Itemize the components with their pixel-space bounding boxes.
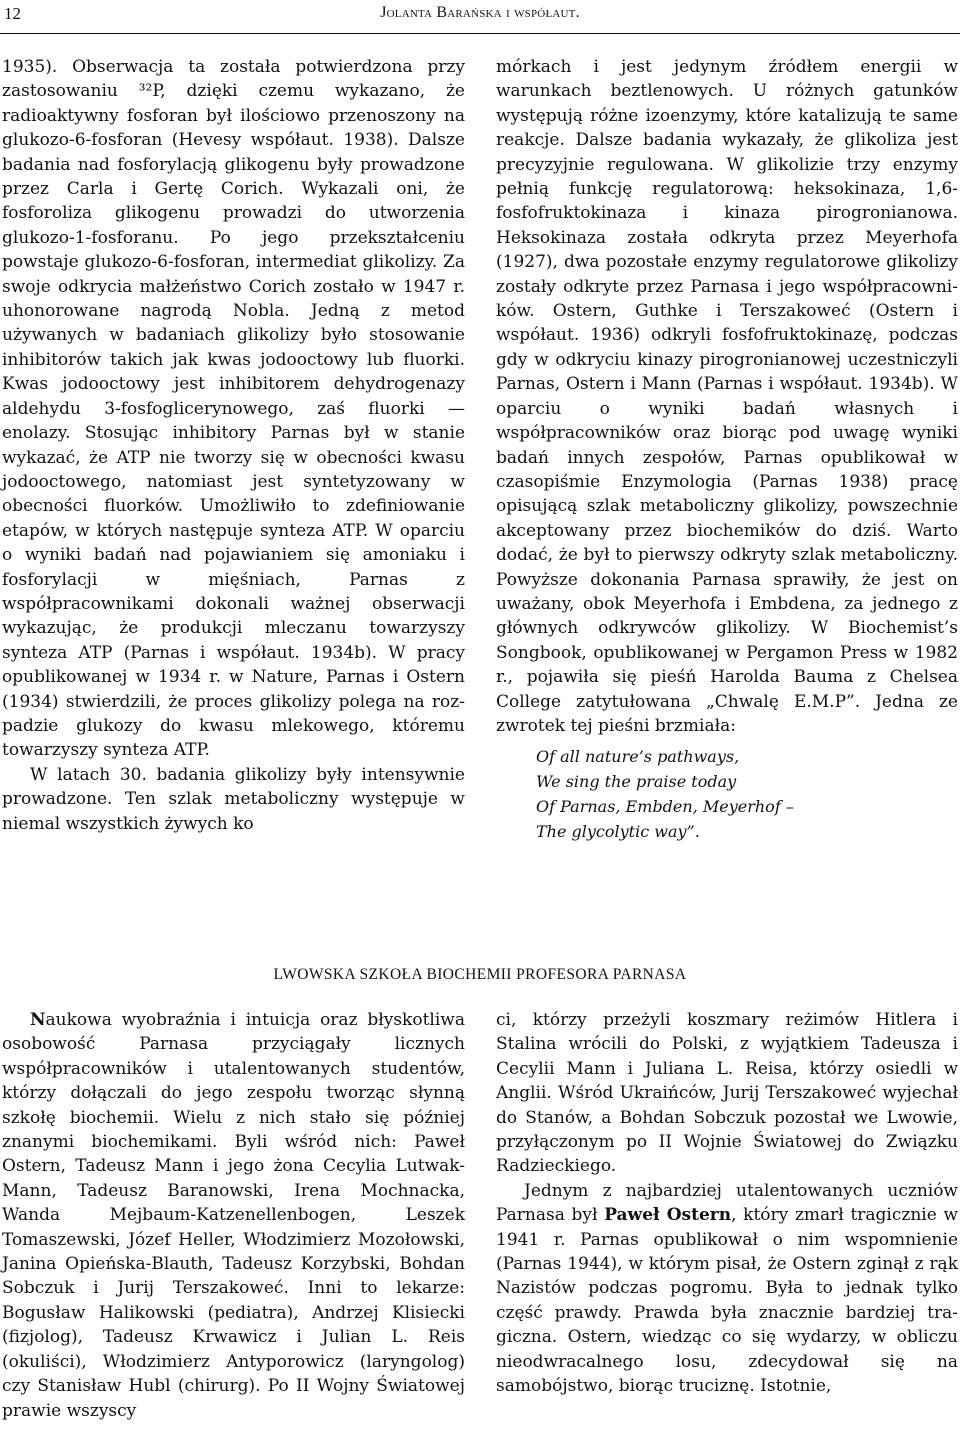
poem-line: Of all nature’s pathways, bbox=[536, 747, 740, 767]
poem-line: Of Parnas, Embden, Meyerhof – bbox=[536, 797, 794, 817]
paragraph-text: , który zmarł tragicznie w 1941 r. Parnas opublikował o nim wspomnienie (Parnas 1944), w którym pisał, że Ostern zginął z rąk Nazistów podczas pogromu. Była to jednak tylko część prawdy. Prawda była znacznie bardziej tragiczna. Ostern, wiedząc co się wydarzy, w obliczu nieodwracalnego losu, zdecydował się na samobójstwo, biorąc truciznę. Istotnie, bbox=[496, 1205, 959, 1397]
paragraph: mórkach i jest jedynym źródłem energii w warunkach beztlenowych. U różnych gatunków występują różne izoenzymy, które katalizują te same reakcje. Dalsze badania wykazały, że glikoliza jest precyzyjnie regulowana. W glikolizie trzy enzymy pełnią funkcję regulatorową: heksokinaza, 1,6-fosfofruktokinaza i kinaza pirogronianowa. Heksokinaza została odkryta przez Meyerhofa (1927), dwa pozostałe enzymy regulatorowe glikolizy zostały odkryte przez Parnasa i jego współpracowników. Ostern, Guthke i Terszakoweć (Ostern i współaut. 1936) odkryli fosfofruktokinazę, podczas gdy w odkryciu kinazy pirogronianowej uczestniczyli Parnas, Ostern i Mann (Parnas i współaut. 1934b). W oparciu o wyniki badań własnych i współpracowników oraz biorąc pod uwagę wyniki badań innych zespołów, Parnas opublikował w czasopiśmie Enzymologia (Parnas 1938) pracę opisującą szlak metaboliczny glikolizy, powszechnie akceptowany przez biochemików do dziś. Warto dodać, że był to pierwszy odkryty szlak metaboliczny. Powyższe dokonania Parnasa sprawiły, że jest on uważany, obok Meyerhofa i Embdena, za jednego z głównych odkrywców glikolizy. W Biochemist’s Songbook, opublikowanej w Pergamon Press w 1982 r., pojawiła się pieśń Harolda Bauma z Chelsea College zatytułowana „Chwalę E.M.P”. Jedna ze zwrotek tej pieśni brzmiała: bbox=[496, 57, 958, 736]
column-top-left bbox=[2, 55, 465, 836]
paragraph-text: aukowa wyobraźnia i intuicja oraz błyskotliwa osobowość Parnasa przyciągały licznych współpracowników i utalentowanych studentów, którzy dołączali do jego zespołu tworząc słynną szkołę biochemii. Wielu z nich stało się później znanymi biochemikami. Byli wśród nich: Paweł Ostern, Tadeusz Mann i jego żona Cecylia Lutwak-Mann, Tadeusz Baranowski, Irena Mochnacka, Wanda Mejbaum-Katzenellenbogen, Leszek Tomaszewski, Józef Heller, Włodzimierz Mozołowski, Janina Opieńska-Blauth, Tadeusz Korzybski, Bohdan Sobczuk i Jurij Terszakoweć. Inni to lekarze: Bogusław Halikowski (pediatra), Andrzej Klisiecki (fizjolog), Tadeusz Krwawicz i Julian L. Reis (okuliści), Włodzimierz Antyporowicz (laryngolog) czy Stanisław Hubl (chirurg). Po II Wojny Światowej prawie wszyscy bbox=[2, 1010, 465, 1421]
paragraph: 1935). Obserwacja ta została potwierdzona przy zastosowaniu ³²P, dzięki czemu wykazano, że radioaktywny fosforan był ilościowo przenoszony na glukozo-6-fosforan (Hevesy współaut. 1938). Dalsze badania nad fosforylacją glikogenu były prowadzone przez Carla i Gertę Corich. Wykazali oni, że fosforoliza glikogenu prowadzi do utworzenia glukozo-1-fosforanu. Po jego przekształceniu powstaje glukozo-6-fosforan, intermediat glikolizy. Za swoje odkrycia małżeństwo Corich zostało w 1947 r. uhonorowane nagrodą Nobla. Jedną z metod używanych w badaniach glikolizy było stosowanie inhibitorów takich jak kwas jodooctowy lub fluorki. Kwas jodooctowy jest inhibitorem dehydrogenazy aldehydu 3-fosfoglicerynowego, zaś fluorki — enolazy. Stosując inhibitory Parnas był w stanie wykazać, że ATP nie tworzy się w obecności kwasu jodooctowego, natomiast jest syntetyzowany w obecności fluorków. Umożliwiło to zdefiniowanie etapów, w których następuje synteza ATP. W oparciu o wyniki badań nad pojawianiem się amoniaku i fosforylacji w mięśniach, Parnas z współpracownikami dokonali ważnej obserwacji wykazując, że produkcji mleczanu towarzyszy synteza ATP (Parnas i współaut. 1934b). W pracy opublikowanej w 1934 r. w Nature, Parnas i Ostern (1934) stwierdzili, że proces glikolizy polega na rozpadzie glukozy do kwasu mlekowego, któremu towarzyszy synteza ATP. bbox=[2, 57, 465, 761]
page-header bbox=[0, 0, 960, 40]
section-heading: LWOWSKA SZKOŁA BIOCHEMII PROFESORA PARNASA bbox=[273, 966, 687, 983]
column-bottom-left bbox=[2, 1008, 465, 1423]
paragraph: W latach 30. badania glikolizy były intensywnie prowadzone. Ten szlak metaboliczny występuje w niemal wszystkich żywych ko bbox=[2, 764, 465, 834]
column-bottom-right bbox=[496, 1008, 958, 1399]
column-top-right bbox=[496, 55, 958, 844]
paragraph: ci, którzy przeżyli koszmary reżimów Hitlera i Stalina wrócili do Polski, z wyjątkiem Tadeusza i Cecylii Mann i Juliana L. Reisa, którzy osiedli w Anglii. Wśród Ukraińców, Jurij Terszakoweć wyjechał do Stanów, a Bohdan Sobczuk pozostał we Lwowie, przyłączonym po II Wojnie Światowej do Związku Radzieckiego. bbox=[496, 1010, 958, 1177]
header-rule bbox=[0, 33, 960, 34]
poem-line: The glycolytic way”. bbox=[536, 822, 700, 842]
poem-line: We sing the praise today bbox=[536, 772, 737, 792]
page-number: 12 bbox=[4, 4, 21, 23]
poem-stanza bbox=[536, 744, 958, 844]
running-head: Jolanta Barańska i współaut. bbox=[380, 4, 580, 21]
paragraph-text: Jednym z najbardziej utalentowanych uczniów Parnasa był bbox=[496, 1180, 958, 1226]
emphasized-name: Paweł Ostern bbox=[604, 1205, 732, 1226]
drop-initial: N bbox=[30, 1010, 46, 1030]
paragraph bbox=[496, 1179, 958, 1399]
paragraph bbox=[2, 1008, 465, 1423]
